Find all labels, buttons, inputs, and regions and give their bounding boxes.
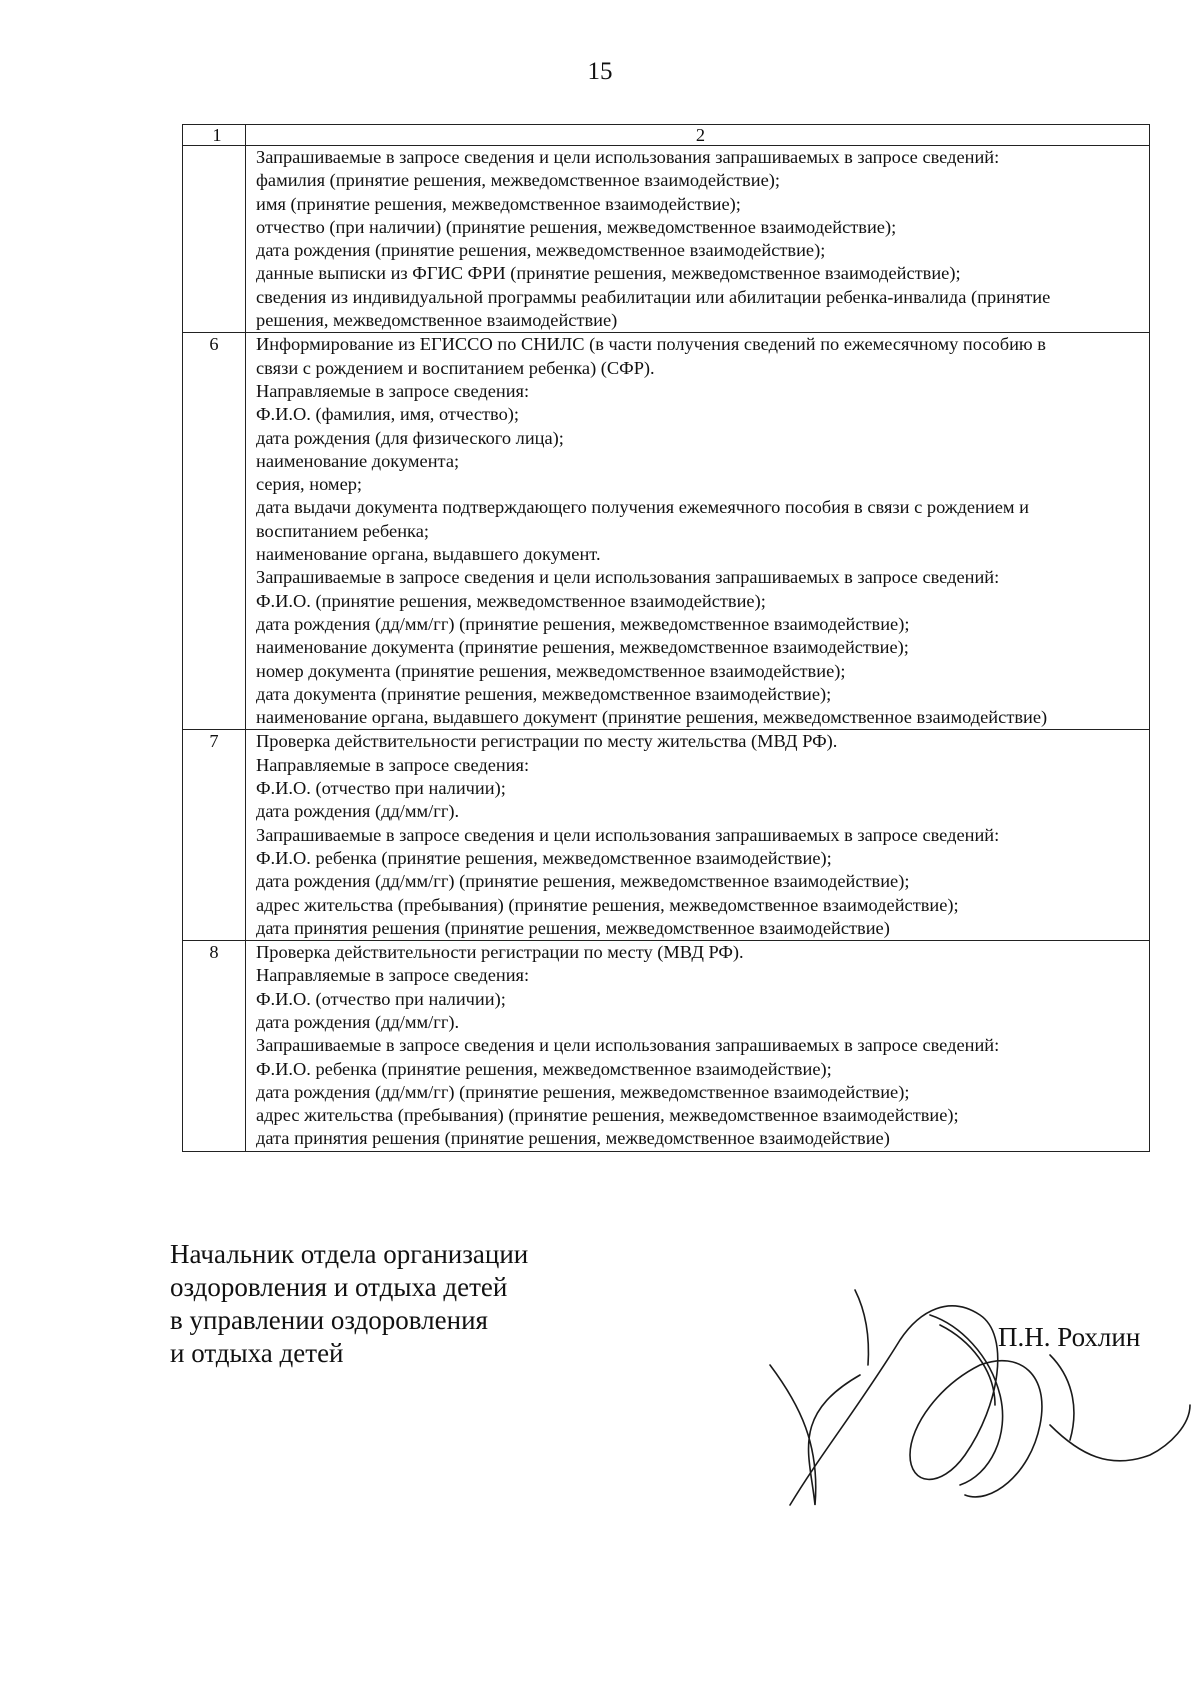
row-text-line: Ф.И.О. ребенка (принятие решения, межведомственное взаимодействие); xyxy=(256,1058,832,1079)
signer-name: П.Н. Рохлин xyxy=(998,1322,1141,1352)
row-text-line: дата рождения (дд/мм/гг). xyxy=(256,801,460,822)
row-content xyxy=(246,146,1150,333)
row-text-line: номер документа (принятие решения, межведомственное взаимодействие); xyxy=(256,660,846,681)
row-text-line: наименование документа (принятие решения, межведомственное взаимодействие); xyxy=(256,637,909,658)
row-text-line: дата рождения (дд/мм/гг) (принятие решения, межведомственное взаимодействие); xyxy=(256,871,910,892)
handwritten-signature xyxy=(750,1255,1200,1535)
column-header-content: 2 xyxy=(246,125,1150,146)
row-text-line: решения, межведомственное взаимодействие) xyxy=(256,310,618,331)
row-text-line: адрес жительства (пребывания) (принятие решения, межведомственное взаимодействие); xyxy=(256,1105,959,1126)
row-text-line: Ф.И.О. ребенка (принятие решения, межведомственное взаимодействие); xyxy=(256,847,832,868)
row-text-line: дата принятия решения (принятие решения, межведомственное взаимодействие) xyxy=(256,917,890,938)
row-number: 7 xyxy=(183,730,246,941)
row-text-line: Ф.И.О. (отчество при наличии); xyxy=(256,988,506,1009)
signatory-title-line: оздоровления и отдыха детей xyxy=(170,1272,508,1302)
row-text-line: Ф.И.О. (принятие решения, межведомственное взаимодействие); xyxy=(256,590,766,611)
table-row xyxy=(183,941,1150,1152)
signatory-title-line: в управлении оздоровления xyxy=(170,1305,488,1335)
row-content xyxy=(246,333,1150,730)
row-text-line: сведения из индивидуальной программы реабилитации или абилитации ребенка-инвалида (принятие xyxy=(256,286,1051,307)
row-text-line: Ф.И.О. (отчество при наличии); xyxy=(256,778,506,799)
row-text-line: дата рождения (дд/мм/гг). xyxy=(256,1011,460,1032)
requirements-table xyxy=(182,124,1150,1152)
row-text-line: дата рождения (принятие решения, межведомственное взаимодействие); xyxy=(256,240,826,261)
signature-block xyxy=(170,1238,528,1370)
row-text-line: Направляемые в запросе сведения: xyxy=(256,965,530,986)
row-text-line: имя (принятие решения, межведомственное взаимодействие); xyxy=(256,193,741,214)
row-text-line: наименование органа, выдавшего документ (принятие решения, межведомственное взаимодействие) xyxy=(256,707,1048,728)
row-text-line: адрес жительства (пребывания) (принятие решения, межведомственное взаимодействие); xyxy=(256,894,959,915)
row-text-line: Запрашиваемые в запросе сведения и цели использования запрашиваемых в запросе сведений: xyxy=(256,147,1000,167)
row-text-line: серия, номер; xyxy=(256,474,363,495)
row-text-line: Запрашиваемые в запросе сведения и цели использования запрашиваемых в запросе сведений: xyxy=(256,1035,1000,1056)
row-text-line: фамилия (принятие решения, межведомственное взаимодействие); xyxy=(256,170,780,191)
row-text-line: Информирование из ЕГИССО по СНИЛС (в части получения сведений по ежемесячному пособию в xyxy=(256,334,1046,355)
row-text-line: Запрашиваемые в запросе сведения и цели использования запрашиваемых в запросе сведений: xyxy=(256,567,1000,588)
row-text-line: дата принятия решения (принятие решения, межведомственное взаимодействие) xyxy=(256,1128,890,1149)
row-text-line: воспитанием ребенка; xyxy=(256,520,429,541)
row-text-line: данные выписки из ФГИС ФРИ (принятие решения, межведомственное взаимодействие); xyxy=(256,263,961,284)
row-number xyxy=(183,146,246,333)
row-text-line: Ф.И.О. (фамилия, имя, отчество); xyxy=(256,404,520,425)
row-text-line: дата рождения (для физического лица); xyxy=(256,427,564,448)
row-number: 8 xyxy=(183,941,246,1152)
row-text-line: отчество (при наличии) (принятие решения, межведомственное взаимодействие); xyxy=(256,216,897,237)
signatory-title-line: Начальник отдела организации xyxy=(170,1239,529,1269)
table-row xyxy=(183,730,1150,941)
row-text-line: дата рождения (дд/мм/гг) (принятие решения, межведомственное взаимодействие); xyxy=(256,1081,910,1102)
row-number: 6 xyxy=(183,333,246,730)
table-body xyxy=(183,125,1150,1152)
row-text-line: Направляемые в запросе сведения: xyxy=(256,380,530,401)
table-row xyxy=(183,333,1150,730)
page-number: 15 xyxy=(587,58,613,85)
row-text-line: дата документа (принятие решения, межведомственное взаимодействие); xyxy=(256,683,832,704)
column-header-number: 1 xyxy=(183,125,246,146)
row-text-line: связи с рождением и воспитанием ребенка) (СФР). xyxy=(256,357,655,378)
row-text-line: Проверка действительности регистрации по месту (МВД РФ). xyxy=(256,942,744,963)
row-text-line: Запрашиваемые в запросе сведения и цели использования запрашиваемых в запросе сведений: xyxy=(256,824,1000,845)
row-text-line: дата выдачи документа подтверждающего получения ежемеячного пособия в связи с рождением и xyxy=(256,497,1029,518)
table-row xyxy=(183,146,1150,333)
row-text-line: наименование органа, выдавшего документ. xyxy=(256,544,601,565)
row-content xyxy=(246,730,1150,941)
table-header-row xyxy=(183,125,1150,146)
signatory-title-line: и отдыха детей xyxy=(170,1338,344,1368)
row-text-line: Проверка действительности регистрации по месту жительства (МВД РФ). xyxy=(256,731,838,752)
row-text-line: Направляемые в запросе сведения: xyxy=(256,754,530,775)
row-text-line: дата рождения (дд/мм/гг) (принятие решения, межведомственное взаимодействие); xyxy=(256,613,910,634)
row-text-line: наименование документа; xyxy=(256,450,460,471)
row-content xyxy=(246,941,1150,1152)
